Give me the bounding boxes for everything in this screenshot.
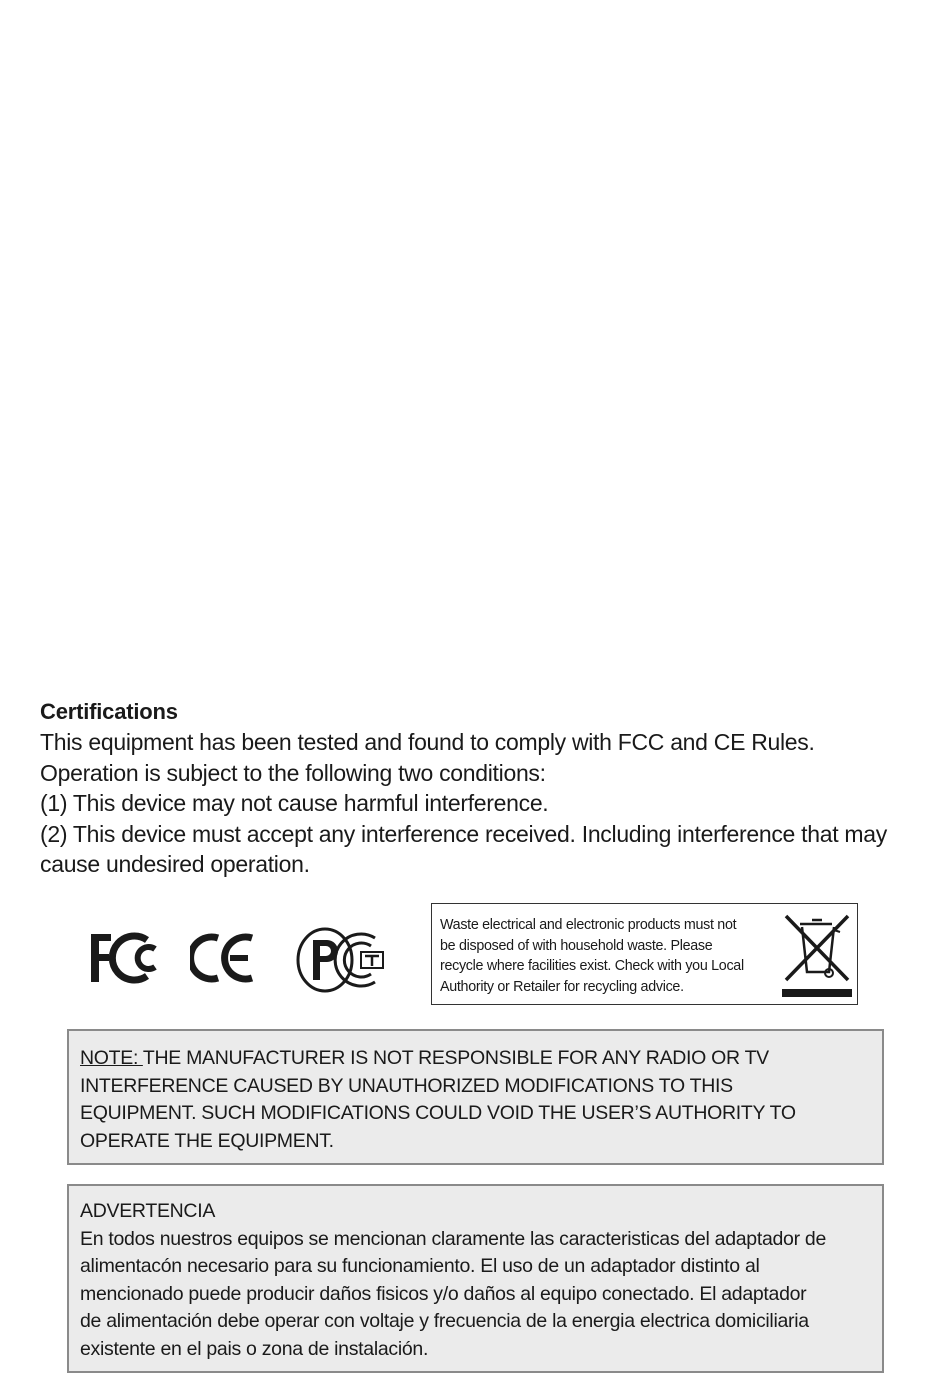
note-label: NOTE: bbox=[80, 1047, 143, 1069]
weee-line: Authority or Retailer for recycling advice. bbox=[440, 978, 684, 995]
advertencia-line: En todos nuestros equipos se mencionan claramente las caracteristicas del adaptador de bbox=[80, 1227, 826, 1250]
weee-line: Waste electrical and electronic products must not bbox=[440, 917, 737, 933]
note-line: OPERATE THE EQUIPMENT. bbox=[80, 1129, 334, 1152]
certifications-title: Certifications bbox=[40, 699, 178, 724]
note-box bbox=[67, 1029, 884, 1165]
weee-line: recycle where facilities exist. Check with you Local bbox=[440, 958, 744, 974]
weee-notice-box bbox=[431, 903, 858, 1005]
fcc-logo-icon bbox=[89, 932, 163, 984]
advertencia-title: ADVERTENCIA bbox=[80, 1200, 216, 1222]
ce-mark-icon bbox=[190, 932, 256, 984]
certification-logos bbox=[85, 920, 395, 1000]
note-line bbox=[80, 1045, 880, 1073]
advertencia-line: alimentacón necesario para su funcionamiento. El uso de un adaptador distinto al bbox=[80, 1255, 760, 1277]
crossed-out-wheelie-bin-icon bbox=[782, 910, 852, 1000]
advertencia-line: mencionado puede producir daños fisicos y/o daños al equipo conectado. El adaptador bbox=[80, 1282, 807, 1305]
certifications-line: This equipment has been tested and found to comply with FCC and CE Rules. bbox=[40, 729, 815, 755]
note-text bbox=[80, 1045, 880, 1155]
certifications-section bbox=[40, 697, 920, 880]
certifications-line: cause undesired operation. bbox=[40, 851, 310, 877]
advertencia-line: de alimentación debe operar con voltaje y frecuencia de la energia electrica domiciliaria bbox=[80, 1310, 809, 1332]
weee-line: be disposed of with household waste. Please bbox=[440, 937, 713, 954]
advertencia-text bbox=[80, 1198, 880, 1363]
advertencia-line: existente en el pais o zona de instalación. bbox=[80, 1337, 429, 1360]
advertencia-box bbox=[67, 1184, 884, 1373]
note-line: EQUIPMENT. SUCH MODIFICATIONS COULD VOID THE USER’S AUTHORITY TO bbox=[80, 1102, 796, 1124]
certifications-line: Operation is subject to the following two conditions: bbox=[40, 759, 546, 786]
note-line-text: THE MANUFACTURER IS NOT RESPONSIBLE FOR ANY RADIO OR TV bbox=[142, 1047, 769, 1069]
note-line: INTERFERENCE CAUSED BY UNAUTHORIZED MODIFICATIONS TO THIS bbox=[80, 1074, 733, 1097]
certifications-line: (2) This device must accept any interference received. Including interference that may bbox=[40, 820, 887, 847]
certifications-line: (1) This device may not cause harmful interference. bbox=[40, 790, 549, 816]
weee-notice-text bbox=[440, 915, 772, 997]
pct-mark-icon bbox=[295, 924, 387, 996]
